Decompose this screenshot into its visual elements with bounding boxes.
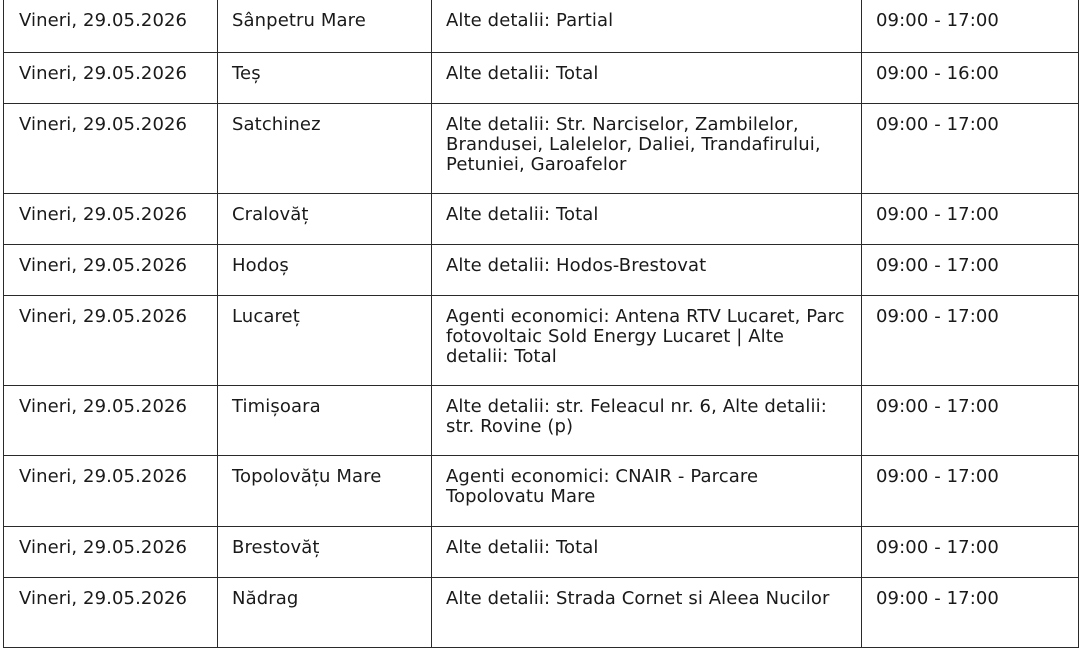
locality-cell: Lucareț <box>218 295 432 385</box>
details-cell: Alte detalii: Str. Narciselor, Zambilelor, Brandusei, Lalelelor, Daliei, Trandafirului, Petuniei, Garoafelor <box>432 103 862 193</box>
interval-cell: 09:00 - 17:00 <box>862 0 1079 52</box>
table-row <box>4 526 1079 577</box>
date-cell: Vineri, 29.05.2026 <box>4 385 218 455</box>
outage-schedule-table <box>3 0 1079 648</box>
locality-cell: Teș <box>218 52 432 103</box>
table-row <box>4 0 1079 52</box>
interval-cell: 09:00 - 17:00 <box>862 385 1079 455</box>
locality-cell: Sânpetru Mare <box>218 0 432 52</box>
date-cell: Vineri, 29.05.2026 <box>4 0 218 52</box>
date-cell: Vineri, 29.05.2026 <box>4 52 218 103</box>
table-row <box>4 52 1079 103</box>
date-cell: Vineri, 29.05.2026 <box>4 295 218 385</box>
locality-cell: Satchinez <box>218 103 432 193</box>
date-cell: Vineri, 29.05.2026 <box>4 193 218 244</box>
details-cell: Alte detalii: Total <box>432 526 862 577</box>
table-row <box>4 455 1079 526</box>
interval-cell: 09:00 - 17:00 <box>862 455 1079 526</box>
interval-cell: 09:00 - 17:00 <box>862 193 1079 244</box>
date-cell: Vineri, 29.05.2026 <box>4 103 218 193</box>
details-cell: Alte detalii: Total <box>432 52 862 103</box>
date-cell: Vineri, 29.05.2026 <box>4 244 218 295</box>
table-row <box>4 103 1079 193</box>
interval-cell: 09:00 - 17:00 <box>862 244 1079 295</box>
locality-cell: Topolovățu Mare <box>218 455 432 526</box>
locality-cell: Cralovăț <box>218 193 432 244</box>
details-cell: Alte detalii: Hodos-Brestovat <box>432 244 862 295</box>
locality-cell: Brestovăț <box>218 526 432 577</box>
date-cell: Vineri, 29.05.2026 <box>4 526 218 577</box>
locality-cell: Nădrag <box>218 577 432 647</box>
details-cell: Agenti economici: Antena RTV Lucaret, Parc fotovoltaic Sold Energy Lucaret | Alte detalii: Total <box>432 295 862 385</box>
interval-cell: 09:00 - 17:00 <box>862 295 1079 385</box>
details-cell: Alte detalii: Total <box>432 193 862 244</box>
interval-cell: 09:00 - 17:00 <box>862 526 1079 577</box>
date-cell: Vineri, 29.05.2026 <box>4 577 218 647</box>
interval-cell: 09:00 - 16:00 <box>862 52 1079 103</box>
interval-cell: 09:00 - 17:00 <box>862 103 1079 193</box>
table-row <box>4 244 1079 295</box>
date-cell: Vineri, 29.05.2026 <box>4 455 218 526</box>
locality-cell: Hodoș <box>218 244 432 295</box>
table-row <box>4 295 1079 385</box>
details-cell: Alte detalii: str. Feleacul nr. 6, Alte detalii: str. Rovine (p) <box>432 385 862 455</box>
table-row <box>4 193 1079 244</box>
details-cell: Alte detalii: Strada Cornet si Aleea Nucilor <box>432 577 862 647</box>
locality-cell: Timișoara <box>218 385 432 455</box>
details-cell: Agenti economici: CNAIR - Parcare Topolovatu Mare <box>432 455 862 526</box>
table-row <box>4 385 1079 455</box>
interval-cell: 09:00 - 17:00 <box>862 577 1079 647</box>
details-cell: Alte detalii: Partial <box>432 0 862 52</box>
table-row <box>4 577 1079 647</box>
